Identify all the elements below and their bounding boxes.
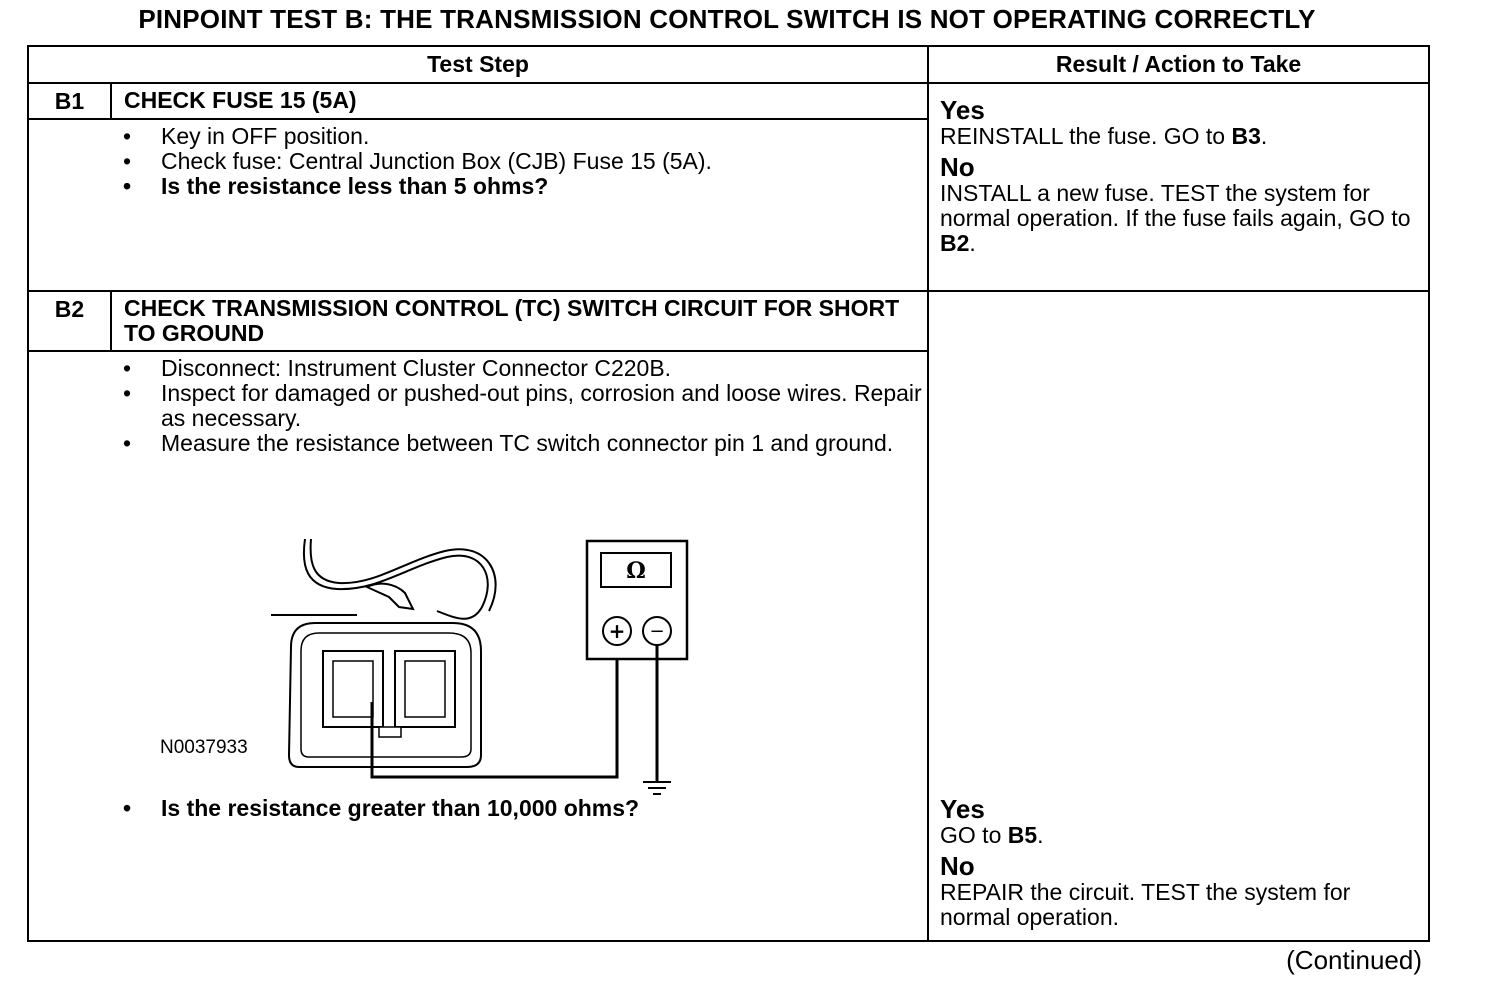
list-item: • Disconnect: Instrument Cluster Connector C220B. — [29, 356, 927, 381]
step-b2-title-row — [28, 291, 1429, 351]
step-b1-no-label: No — [940, 152, 975, 182]
list-item: • Measure the resistance between TC switch connector pin 1 and ground. — [29, 431, 927, 456]
list-item: • Inspect for damaged or pushed-out pins, corrosion and loose wires. Repair as necessary. — [29, 381, 927, 431]
step-b2-title: CHECK TRANSMISSION CONTROL (TC) SWITCH CIRCUIT FOR SHORT TO GROUND — [111, 291, 928, 351]
step-b1-result — [928, 83, 1429, 291]
page-title: PINPOINT TEST B: THE TRANSMISSION CONTROL SWITCH IS NOT OPERATING CORRECTLY — [138, 4, 1316, 34]
step-b2-yes-action — [940, 823, 1422, 848]
connector-cavity-2 — [395, 651, 455, 727]
step-b1-id: B1 — [28, 83, 111, 119]
step-b1-no-ref: B2 — [940, 230, 970, 256]
step-b1-yes-ref: B3 — [1231, 123, 1261, 149]
step-b1-yes-action — [940, 124, 1422, 149]
step-b2-result — [928, 291, 1429, 941]
step-b2-no-label: No — [940, 851, 975, 881]
step-b1-question: • Is the resistance less than 5 ohms? — [29, 174, 927, 199]
step-b1-no-text: INSTALL a new fuse. TEST the system for normal operation. If the fuse fails again, GO to — [940, 180, 1411, 231]
step-b1-yes-text: REINSTALL the fuse. GO to — [940, 123, 1232, 149]
continued-label: (Continued) — [1286, 945, 1422, 975]
negative-terminal-label: − — [649, 621, 665, 642]
ohm-symbol: Ω — [626, 558, 646, 584]
step-b2-body — [28, 351, 928, 941]
step-b1-yes-label: Yes — [940, 95, 985, 125]
step-b2-bullets — [29, 352, 927, 456]
connector-cavity-1 — [323, 651, 383, 727]
step-b1-yes-end: . — [1260, 123, 1268, 149]
step-b1-no-end: . — [969, 230, 976, 256]
wire-clip — [367, 584, 413, 609]
figure-label: N0037933 — [160, 737, 248, 758]
positive-terminal-label: + — [608, 619, 626, 643]
connector-measurement-diagram — [267, 527, 707, 827]
step-b2-id: B2 — [28, 291, 111, 351]
step-b2-yes-end: . — [1037, 822, 1044, 848]
wire-harness — [304, 539, 488, 619]
step-b2-yes-ref: B5 — [1007, 822, 1038, 848]
step-b1-bullets — [29, 120, 927, 199]
step-b1-title: CHECK FUSE 15 (5A) — [111, 83, 928, 119]
table-header-row — [28, 46, 1429, 83]
list-item: • Key in OFF position. — [29, 124, 927, 149]
header-test-step: Test Step — [28, 46, 928, 83]
connector-key — [379, 727, 401, 737]
step-b2-question: • Is the resistance greater than 10,000 ohms? — [29, 796, 927, 821]
step-b2-no-action: REPAIR the circuit. TEST the system for normal operation. — [940, 879, 1351, 930]
step-b2-question-list — [29, 792, 927, 821]
step-b1-body — [28, 119, 928, 291]
list-item: • Check fuse: Central Junction Box (CJB) Fuse 15 (5A). — [29, 149, 927, 174]
step-b1-no-action — [940, 181, 1422, 256]
step-b2-yes-text: GO to — [940, 822, 1008, 848]
pinpoint-test-table — [27, 45, 1430, 942]
step-b1-title-row — [28, 83, 1429, 119]
header-result: Result / Action to Take — [928, 46, 1429, 83]
step-b2-yes-label: Yes — [940, 794, 985, 824]
step-b2-result-block — [940, 793, 1422, 934]
